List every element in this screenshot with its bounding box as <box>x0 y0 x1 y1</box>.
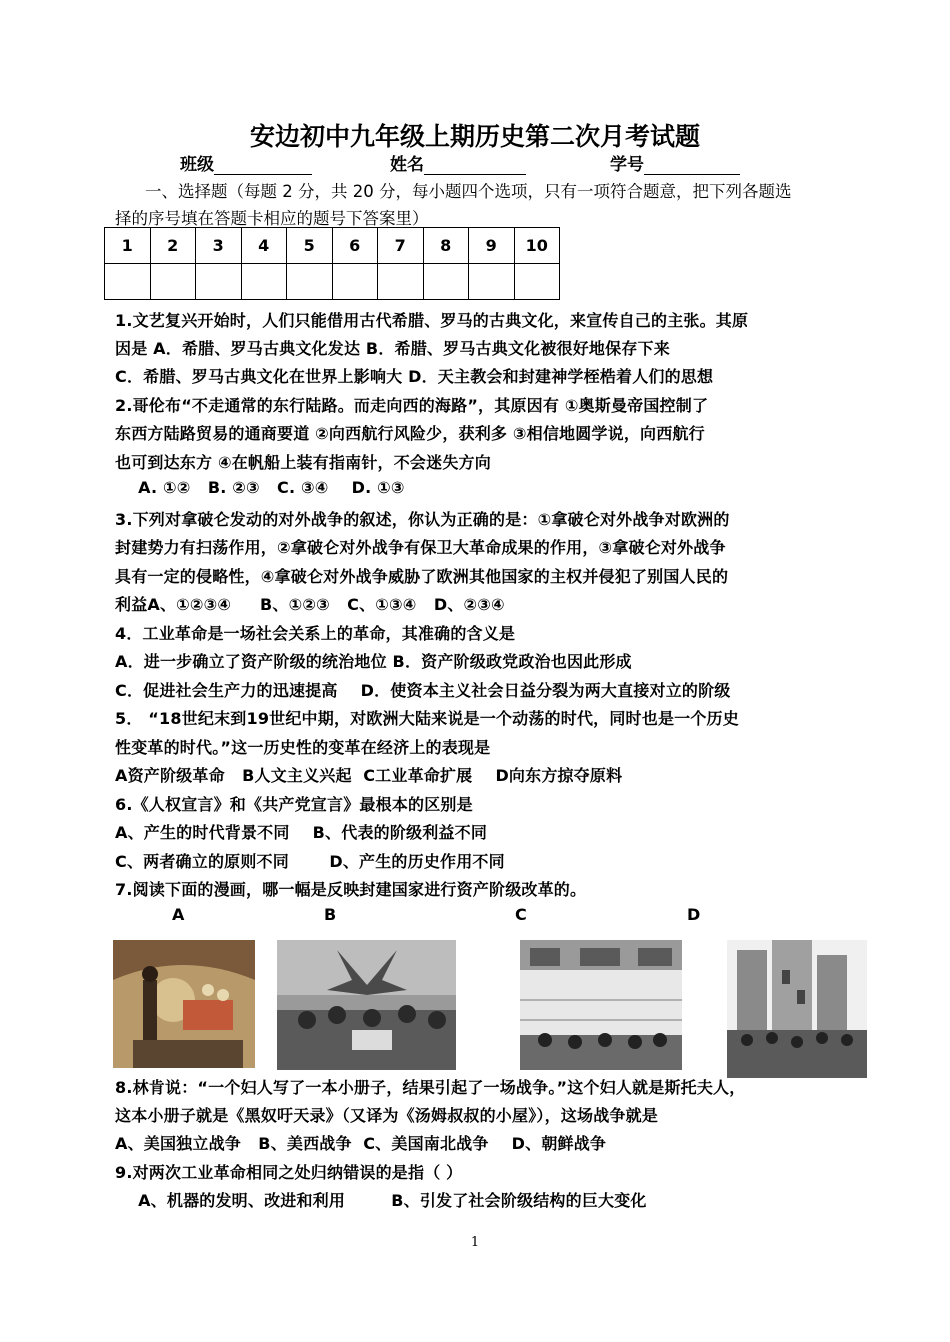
answer-cell[interactable] <box>287 264 333 300</box>
question-options: A资产阶级革命 B人文主义兴起 C工业革命扩展 D向东方掠夺原料 <box>115 766 623 785</box>
cartoon-image-c[interactable] <box>520 940 682 1070</box>
answer-cell[interactable] <box>332 264 378 300</box>
class-blank[interactable] <box>214 156 312 175</box>
question-options: A、产生的时代背景不同 B、代表的阶级利益不同 <box>115 823 488 842</box>
cartoon-image-d[interactable] <box>727 940 867 1078</box>
answer-number: 3 <box>196 228 242 264</box>
question-line: 7.阅读下面的漫画，哪一幅是反映封建国家进行资产阶级改革的。 <box>115 880 587 899</box>
question-line: 5． “18世纪末到19世纪中期，对欧洲大陆来说是一个动荡的时代，同时也是一个历史 <box>115 709 739 728</box>
answer-table-answer-row <box>105 264 560 300</box>
answer-number: 1 <box>105 228 151 264</box>
answer-number: 7 <box>378 228 424 264</box>
page-title: 安边初中九年级上期历史第二次月考试题 <box>249 122 700 151</box>
name-label: 姓名 <box>390 155 424 175</box>
image-label-c: C <box>515 905 527 924</box>
id-blank[interactable] <box>644 156 740 175</box>
question-line: 4．工业革命是一场社会关系上的革命，其准确的含义是 <box>115 624 516 643</box>
answer-cell[interactable] <box>423 264 469 300</box>
answer-number: 10 <box>514 228 560 264</box>
image-label-a: A <box>172 905 185 924</box>
question-line: 1.文艺复兴开始时，人们只能借用古代希腊、罗马的古典文化，来宣传自己的主张。其原 <box>115 311 749 330</box>
image-label-b: B <box>324 905 337 924</box>
question-options: C、两者确立的原则不同 D、产生的历史作用不同 <box>115 852 505 871</box>
answer-number: 2 <box>150 228 196 264</box>
question-line: 封建势力有扫荡作用，②拿破仑对外战争有保卫大革命成果的作用，③拿破仑对外战争 <box>115 538 726 557</box>
cartoon-image-b[interactable] <box>277 940 456 1070</box>
answer-number: 5 <box>287 228 333 264</box>
answer-table <box>104 227 560 300</box>
question-line: 这本小册子就是《黑奴吁天录》（又译为《汤姆叔叔的小屋》），这场战争就是 <box>115 1106 659 1125</box>
question-options: A. ①② B. ②③ C. ③④ D. ①③ <box>115 478 405 497</box>
image-label-d: D <box>687 905 701 924</box>
question-line: 9.对两次工业革命相同之处归纳错误的是指（ ） <box>115 1163 463 1182</box>
question-line: C．希腊、罗马古典文化在世界上影响大 D．天主教会和封建神学桎梏着人们的思想 <box>115 367 714 386</box>
answer-cell[interactable] <box>241 264 287 300</box>
question-line: 也可到达东方 ④在帆船上装有指南针，不会迷失方向 <box>115 453 491 472</box>
question-line: 6.《人权宣言》和《共产党宣言》最根本的区别是 <box>115 795 473 814</box>
page-number: 1 <box>470 1235 480 1250</box>
question-line: C．促进社会生产力的迅速提高 D．使资本主义社会日益分裂为两大直接对立的阶级 <box>115 681 731 700</box>
name-field <box>390 150 526 175</box>
question-line: A．进一步确立了资产阶级的统治地位 B．资产阶级政党政治也因此形成 <box>115 652 632 671</box>
answer-cell[interactable] <box>150 264 196 300</box>
question-options: A、美国独立战争 B、美西战争 C、美国南北战争 D、朝鲜战争 <box>115 1134 607 1153</box>
answer-number: 8 <box>423 228 469 264</box>
section-heading-line2: 择的序号填在答题卡相应的题号下答案里） <box>115 209 429 228</box>
answer-cell[interactable] <box>378 264 424 300</box>
id-label: 学号 <box>610 155 644 175</box>
class-field <box>180 150 312 175</box>
answer-cell[interactable] <box>105 264 151 300</box>
question-line: 2.哥伦布“不走通常的东行陆路。而走向西的海路”，其原因有 ①奥斯曼帝国控制了 <box>115 396 709 415</box>
cartoon-image-a[interactable] <box>113 940 255 1068</box>
class-label: 班级 <box>180 155 214 175</box>
answer-table-header-row <box>105 228 560 264</box>
id-field <box>610 150 740 175</box>
question-line: 东西方陆路贸易的通商要道 ②向西航行风险少，获利多 ③相信地圆学说，向西航行 <box>115 424 705 443</box>
question-line: 3.下列对拿破仑发动的对外战争的叙述，你认为正确的是：①拿破仑对外战争对欧洲的 <box>115 510 730 529</box>
answer-cell[interactable] <box>469 264 515 300</box>
question-options: A、机器的发明、改进和利用 B、引发了社会阶级结构的巨大变化 <box>115 1191 647 1210</box>
question-options: 利益A、①②③④ B、①②③ C、①③④ D、②③④ <box>115 595 505 614</box>
question-line: 因是 A．希腊、罗马古典文化发达 B．希腊、罗马古典文化被很好地保存下来 <box>115 339 670 358</box>
question-line: 具有一定的侵略性，④拿破仑对外战争威胁了欧洲其他国家的主权并侵犯了别国人民的 <box>115 567 729 586</box>
answer-number: 6 <box>332 228 378 264</box>
answer-number: 4 <box>241 228 287 264</box>
question-line: 性变革的时代。”这一历史性的变革在经济上的表现是 <box>115 738 491 757</box>
answer-cell[interactable] <box>196 264 242 300</box>
name-blank[interactable] <box>424 156 526 175</box>
section-heading-line1: 一、选择题（每题 2 分，共 20 分，每小题四个选项，只有一项符合题意，把下列各题选 <box>145 182 792 201</box>
answer-number: 9 <box>469 228 515 264</box>
question-line: 8.林肯说：“一个妇人写了一本小册子，结果引起了一场战争。”这个妇人就是斯托夫人， <box>115 1078 746 1097</box>
answer-cell[interactable] <box>514 264 560 300</box>
